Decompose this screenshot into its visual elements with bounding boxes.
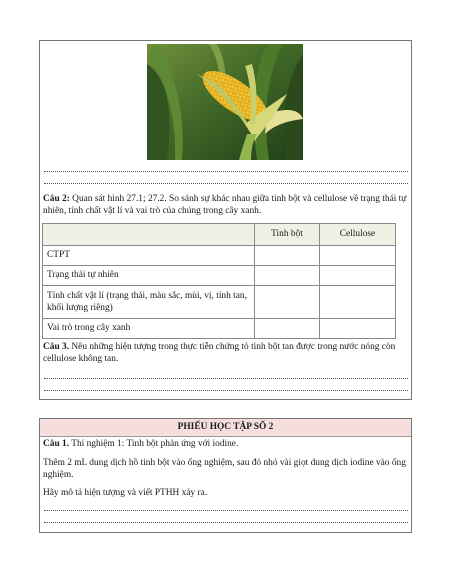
table-header-cellulose: Cellulose [320,224,396,246]
answer-line [44,510,408,511]
question-1-text: Thí nghiệm 1: Tinh bột phản ứng với iodine. [71,439,239,449]
question-3-label: Câu 3. [43,342,70,352]
answer-cell[interactable] [320,286,396,319]
table-header-blank [43,224,255,246]
answer-line [44,171,408,172]
answer-line [44,183,408,184]
answer-cell[interactable] [320,319,396,339]
question-2-text: Quan sát hình 27.1; 27.2. So sánh sự khác nhau giữa tinh bột và cellulose về trạng thái tự nhiên, tính chất vật lí và vai trò của chúng trong cây xanh. [43,194,407,217]
question-2-label: Câu 2: [43,194,70,204]
row-label: CTPT [43,246,255,266]
table-row [43,286,396,319]
task-prompt: Hãy mô tả hiện tượng và viết PTHH xảy ra. [43,488,208,498]
row-label: Tính chất vật lí (trạng thái, màu sắc, mùi, vị, tính tan, khối lượng riêng) [43,286,255,319]
row-label: Vai trò trong cây xanh [43,319,255,339]
comparison-table [42,223,396,339]
answer-line [44,522,408,523]
answer-cell[interactable] [320,266,396,286]
table-row [43,246,396,266]
answer-cell[interactable] [255,319,320,339]
answer-cell[interactable] [320,246,396,266]
question-1-label: Câu 1. [43,439,70,449]
table-row [43,266,396,286]
answer-line [44,378,408,379]
table-row [43,319,396,339]
answer-cell[interactable] [255,266,320,286]
table-header-starch: Tinh bột [255,224,320,246]
question-1 [43,438,407,450]
answer-cell[interactable] [255,286,320,319]
answer-line [44,390,408,391]
question-2 [43,193,407,217]
worksheet-title: PHIẾU HỌC TẬP SỐ 2 [40,419,411,437]
experiment-instructions: Thêm 2 mL dung dịch hồ tinh bột vào ống nghiệm, sau đó nhỏ vài giọt dung dịch iodine vào ống nghiệm. [43,458,406,481]
question-3-text: Nêu những hiện tượng trong thực tiễn chứng tỏ tinh bột tan được trong nước nóng còn cellulose không tan. [43,342,396,365]
corn-photo [147,44,303,160]
question-3 [43,341,407,365]
row-label: Trạng thái tự nhiên [43,266,255,286]
answer-cell[interactable] [255,246,320,266]
